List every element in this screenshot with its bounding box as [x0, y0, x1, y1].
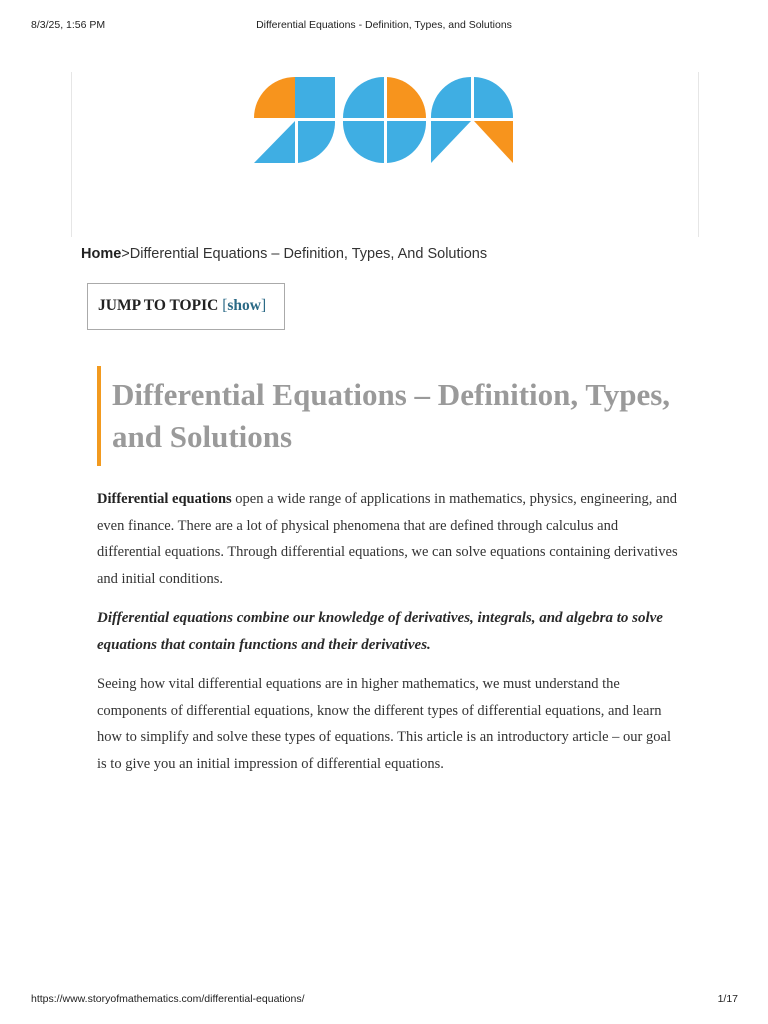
breadcrumb [81, 246, 487, 262]
logo-m-leg-right [474, 121, 513, 163]
toc-show-toggle[interactable]: show [227, 297, 261, 314]
logo-o-q4 [387, 121, 426, 163]
breadcrumb-current: Differential Equations – Definition, Types, And Solutions [129, 246, 488, 262]
article-title: Differential Equations – Definition, Types, and Solutions [112, 377, 671, 454]
toc-bracket-close: ] [260, 297, 267, 314]
print-datetime: 8/3/25, 1:56 PM [31, 19, 106, 31]
print-url: https://www.storyofmathematics.com/differential-equations/ [31, 993, 305, 1005]
logo-o-q2 [387, 77, 426, 118]
jump-to-topic-box [87, 283, 285, 330]
logo-s-bottom-arc [298, 121, 335, 163]
paragraph-emphasis: Differential equations combine our knowledge of derivatives, integrals, and algebra to solve equations that contain functions and their derivatives. [97, 610, 663, 653]
paragraph-intro [97, 486, 682, 592]
logo-s-diagonal-bottom [254, 121, 295, 163]
som-logo-svg [254, 77, 514, 164]
breadcrumb-separator: > [121, 246, 130, 262]
jump-to-topic-label: JUMP TO TOPIC [98, 297, 219, 314]
paragraph-overview: Seeing how vital differential equations are in higher mathematics, we must understand the components of differential equations, know the different types of differential equations, and learn how to simplify and solve these types of equations. This article is an introductory article – our goal is to give you an initial impression of differential equations. [97, 676, 671, 772]
article-title-block [97, 366, 691, 466]
print-page-number: 1/17 [717, 993, 738, 1005]
logo-m-leg-left [431, 121, 471, 163]
logo-s-top-arc [254, 77, 295, 118]
print-page-title: Differential Equations - Definition, Types, and Solutions [256, 19, 512, 31]
toc-bracket-open: [ [222, 297, 228, 314]
logo-m-q1 [431, 77, 471, 118]
article-content [97, 486, 682, 790]
breadcrumb-home-link[interactable]: Home [81, 246, 122, 262]
logo-m-q2 [474, 77, 513, 118]
logo-o-q1 [343, 77, 384, 118]
logo-o-q3 [343, 121, 384, 163]
intro-bold-term: Differential equations [97, 491, 232, 507]
intro-text: open a wide range of applications in mathematics, physics, engineering, and even finance. There are a lot of physical phenomena that are defined through calculus and differential equations. Through differential equations, we can solve equations containing derivatives and initial conditions. [97, 491, 678, 587]
som-logo-icon[interactable] [254, 77, 514, 164]
